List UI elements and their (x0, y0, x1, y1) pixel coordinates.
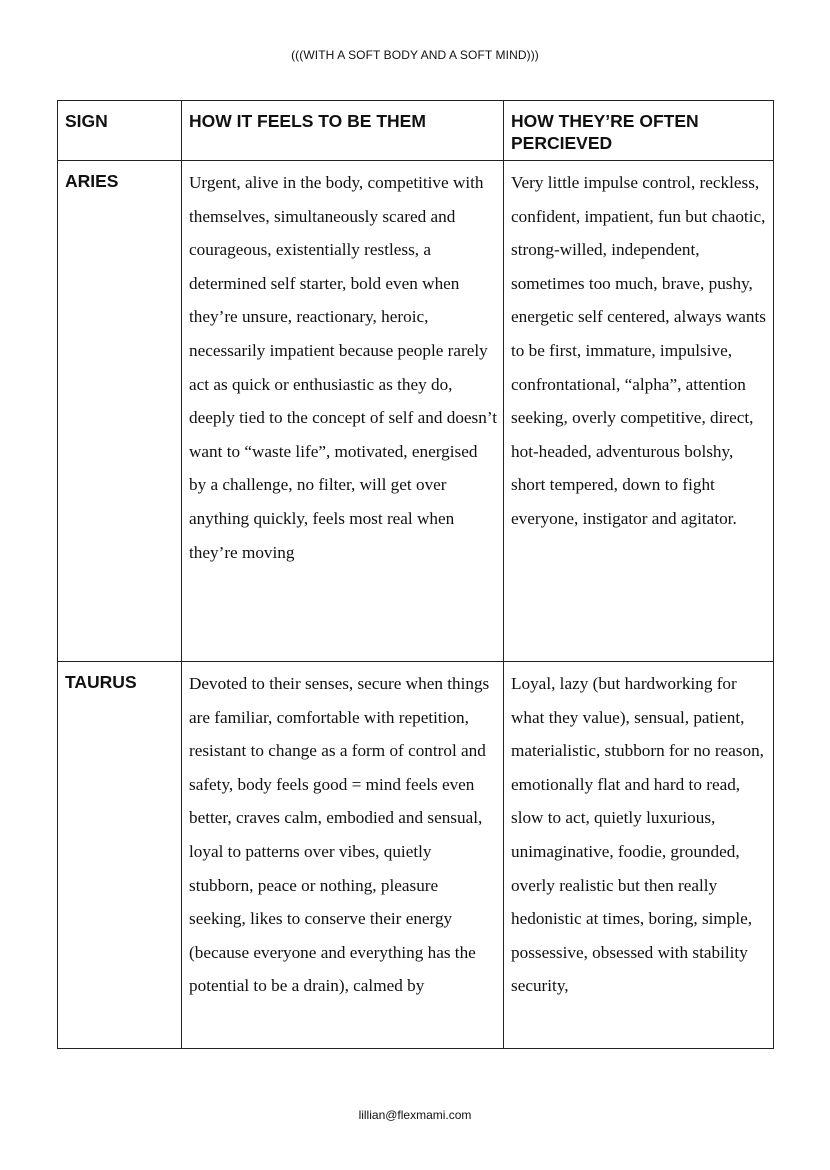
document-header: (((WITH A SOFT BODY AND A SOFT MIND))) (291, 48, 539, 62)
table-row (58, 662, 774, 1049)
perceived-description: Loyal, lazy (but hardworking for what they value), sensual, patient, materialistic, stubborn for no reason, emotionally flat and hard to read, slow to act, quietly luxurious, unimaginative, foodie, grounded, overly realistic but then really hedonistic at times, boring, simple, possessive, obsessed with stability security, (504, 662, 774, 1049)
sign-name: TAURUS (58, 662, 182, 1049)
document-footer-email: lillian@flexmami.com (358, 1108, 472, 1122)
perceived-description: Very little impulse control, reckless, confident, impatient, fun but chaotic, strong-willed, independent, sometimes too much, brave, pushy, energetic self centered, always wants to be first, immature, impulsive, confrontational, “alpha”, attention seeking, overly competitive, direct, hot-headed, adventurous bolshy, short tempered, down to fight everyone, instigator and agitator. (504, 161, 774, 662)
column-header-feels: HOW IT FEELS TO BE THEM (182, 101, 504, 161)
feels-description: Devoted to their senses, secure when things are familiar, comfortable with repetition, resistant to change as a form of control and safety, body feels good = mind feels even better, craves calm, embodied and sensual, loyal to patterns over vibes, quietly stubborn, peace or nothing, pleasure seeking, likes to conserve their energy (because everyone and everything has the potential to be a drain), calmed by (182, 662, 504, 1049)
zodiac-table (57, 100, 774, 1049)
sign-name: ARIES (58, 161, 182, 662)
column-header-sign: SIGN (58, 101, 182, 161)
feels-description: Urgent, alive in the body, competitive with themselves, simultaneously scared and courageous, existentially restless, a determined self starter, bold even when they’re unsure, reactionary, heroic, necessarily impatient because people rarely act as quick or enthusiastic as they do, deeply tied to the concept of self and doesn’t want to “waste life”, motivated, energised by a challenge, no filter, will get over anything quickly, feels most real when they’re moving (182, 161, 504, 662)
table-header-row (58, 101, 774, 161)
column-header-perceived: HOW THEY’RE OFTEN PERCIEVED (504, 101, 774, 161)
table-row (58, 161, 774, 662)
